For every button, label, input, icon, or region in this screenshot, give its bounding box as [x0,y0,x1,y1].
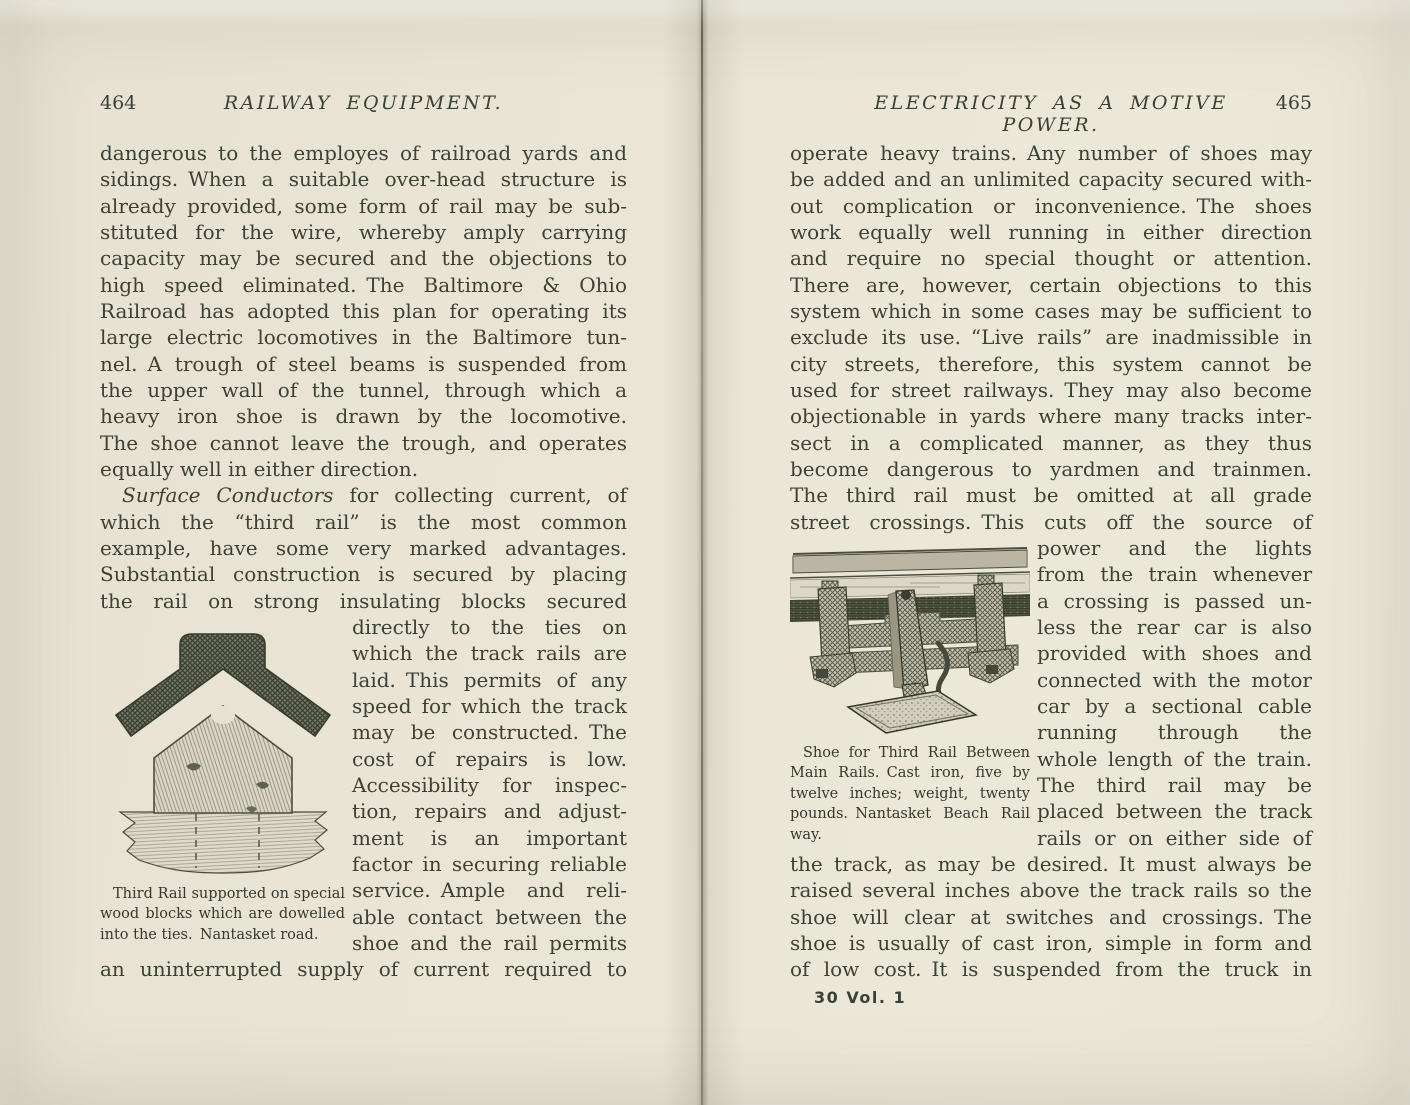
third-rail-shoe-illustration [790,545,1030,735]
text-line: the track, as may be desired. It must always be [790,851,1312,876]
left-page-number: 464 [100,92,137,114]
book-fold-line [701,0,703,1105]
text-line: able contact between the [352,904,627,929]
text-line: sidings. When a suitable over-head structure is [100,167,627,192]
right-figure-caption [790,743,1030,846]
text-line: be added and an unlimited capacity secured with- [790,167,1312,192]
left-page [100,92,627,983]
text-line: pounds. Nantasket Beach Rail [790,806,1030,823]
text-line: objectionable in yards where many tracks inter- [790,404,1312,429]
text-line: large electric locomotives in the Baltimore tun- [100,325,627,350]
paragraph-continuation [100,140,627,456]
text-line: Railroad has adopted this plan for operating its [100,298,627,323]
text-line: high speed eliminated. The Baltimore & Ohio [100,272,627,297]
volume-signature-footer: 30 Vol. 1 [814,987,907,1007]
right-page-number: 465 [1275,92,1312,114]
left-figure-wrap [100,614,627,956]
text-line: nel. A trough of steel beams is suspended from [100,351,627,376]
text-line: exclude its use. “Live rails” are inadmissible in [790,325,1312,350]
text-line: The shoe cannot leave the trough, and operates [100,430,627,455]
text-line: city streets, therefore, this system cannot be [790,351,1312,376]
text-line: dangerous to the employes of railroad yards and [100,141,627,165]
text-line: The third rail may be [1037,772,1312,797]
paragraph-continuation [790,851,1312,983]
caption-lines [790,743,1030,825]
text-line: tion, repairs and adjust- [352,799,627,824]
text-line: Shoe for Third Rail Between [803,744,1030,761]
wood-block-figure [100,614,345,946]
text-line: used for street railways. They may also become [790,377,1312,402]
book-gutter-shadow [662,0,744,1105]
text-line: already provided, some form of rail may be sub- [100,193,627,218]
text-line: laid. This permits of any [352,667,627,692]
caption-last-line: way. [790,826,822,843]
text-line: speed for which the track [352,693,627,718]
text-line: wood blocks which are dowelled [100,906,345,923]
text-line: stituted for the wire, whereby amply carrying [100,219,627,244]
text-line: whole length of the train. [1037,746,1312,771]
text-line: an uninterrupted supply of current required to [100,957,627,982]
text-line: and require no special thought or attention. [790,246,1312,271]
text-line: heavy iron shoe is drawn by the locomotive. [100,404,627,429]
left-figure-caption [100,884,345,946]
text-line: shoe and the rail permits [352,930,627,955]
third-rail-wood-block-illustration [100,618,345,876]
text-line: may be constructed. The [352,720,627,745]
text-line: raised several inches above the track rails so the [790,878,1312,903]
text-line [100,482,627,508]
text-line: car by a sectional cable [1037,693,1312,718]
text-line: There are, however, certain objections to this [790,272,1312,297]
rail-shoe-figure [790,535,1030,846]
lead-rest: for collecting current, of [333,483,627,508]
paragraph-continuation [790,140,1312,535]
text-line: Accessibility for inspec- [352,772,627,797]
text-line: directly to the ties on [352,614,627,639]
right-running-header [790,92,1312,136]
text-line: which the “third rail” is the most common [100,509,627,534]
left-running-head: RAILWAY EQUIPMENT. [223,92,504,114]
text-line: the upper wall of the tunnel, through which a [100,377,627,402]
text-line: equally well in either direction. [100,456,419,481]
text-line: The third rail must be omitted at all grade [790,483,1312,508]
paragraph [100,509,627,614]
text-line: running through the [1037,720,1312,745]
text-line: rails or on either side of [1037,825,1312,850]
text-line: work equally well running in either direction [790,219,1312,244]
text-line: operate heavy trains. Any number of shoes may [790,141,1312,165]
text-line: placed between the track [1037,799,1312,824]
text-line: of low cost. It is suspended from the truck in [790,957,1312,982]
text-line: provided with shoes and [1037,641,1312,666]
caption-last-line: into the ties. Nantasket road. [100,926,319,943]
text-line: the rail on strong insulating blocks secured [100,588,627,613]
text-line: a crossing is passed un- [1037,588,1312,613]
left-running-header [100,92,627,118]
text-line: which the track rails are [352,641,627,666]
italic-lead: Surface Conductors [122,483,334,508]
text-line: service. Ample and reli- [352,878,627,903]
text-line: factor in securing reliable [352,851,627,876]
text-line: shoe is usually of cast iron, simple in form and [790,930,1312,955]
right-running-head: ELECTRICITY AS A MOTIVE POWER. [874,92,1228,136]
text-line: less the rear car is also [1037,614,1312,639]
text-line: street crossings. This cuts off the source of [790,509,1312,534]
text-line: out complication or inconvenience. The shoes [790,193,1312,218]
text-line: power and the lights [1037,535,1312,560]
caption-lines [100,884,345,925]
text-line: cost of repairs is low. [352,746,627,771]
text-line: Main Rails. Cast iron, five by [790,765,1030,782]
text-line: connected with the motor [1037,667,1312,692]
text-line: sect in a complicated manner, as they thus [790,430,1312,455]
text-line: Third Rail supported on special [113,885,345,902]
text-line: example, have some very marked advantages. [100,535,627,560]
text-line: shoe will clear at switches and crossings. The [790,904,1312,929]
text-line: ment is an important [352,825,627,850]
text-line: from the train whenever [1037,562,1312,587]
text-line: become dangerous to yardmen and trainmen. [790,456,1312,481]
text-line: Substantial construction is secured by placing [100,562,627,587]
right-figure-wrap [790,535,1312,851]
left-body-text [100,140,627,983]
text-line: system which in some cases may be sufficient to [790,298,1312,323]
text-line: capacity may be secured and the objections to [100,246,627,271]
right-body-text [790,140,1312,1011]
text-line: twelve inches; weight, twenty [790,785,1030,802]
right-page [790,92,1312,1011]
